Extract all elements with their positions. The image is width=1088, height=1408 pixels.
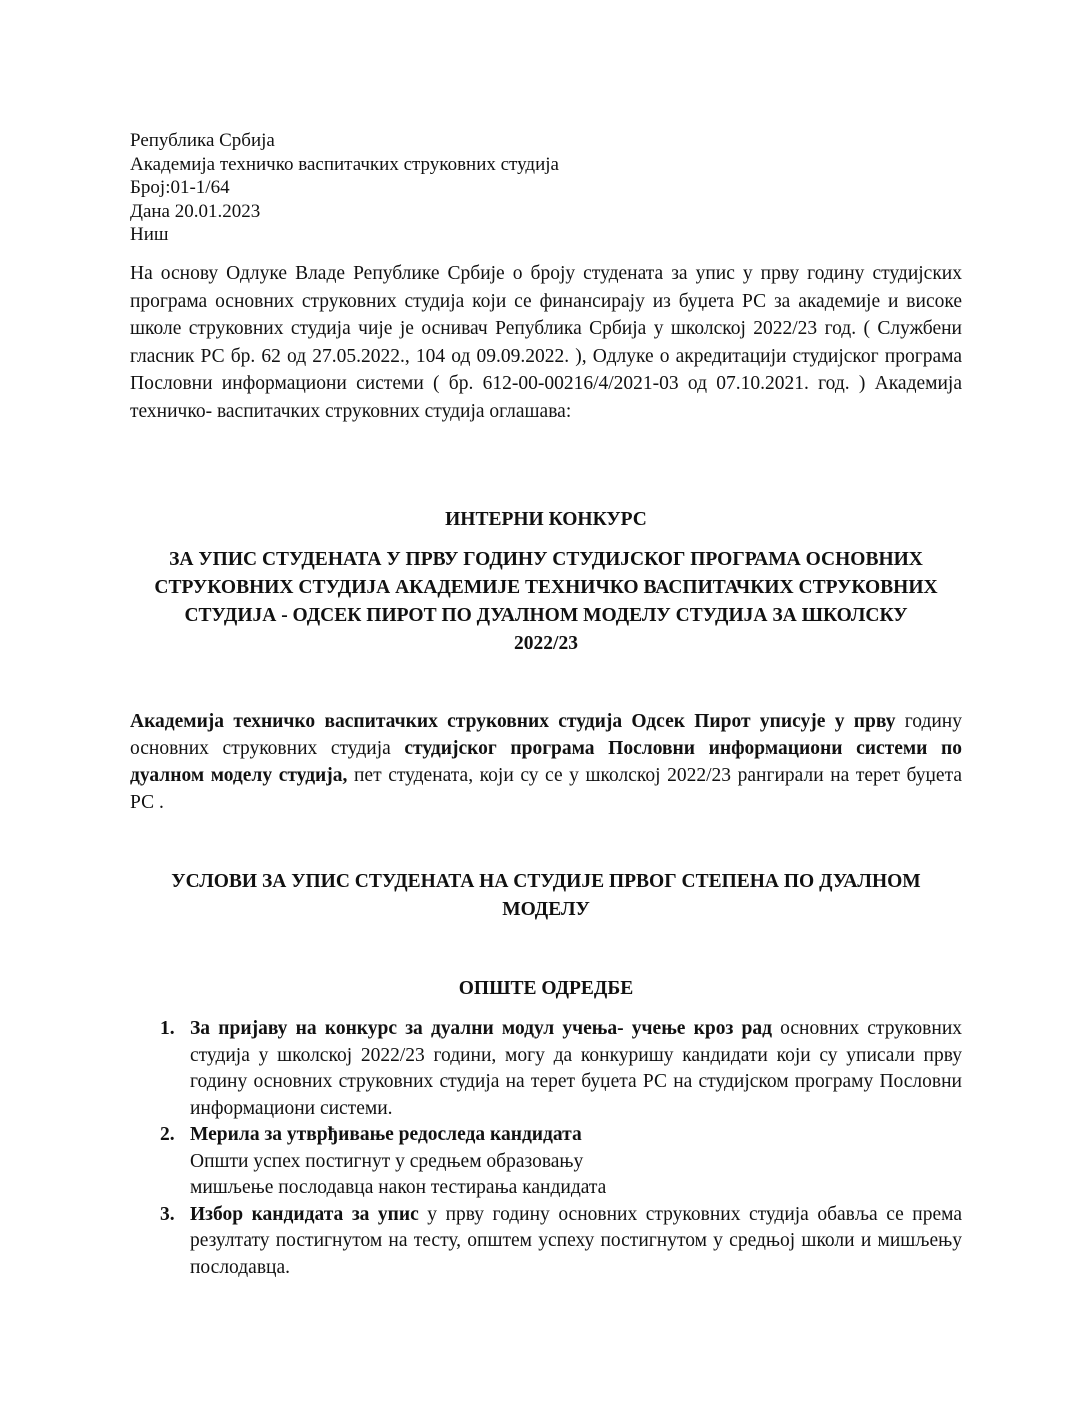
list-item-line: мишљење послодавца након тестирања кандидата [190, 1177, 607, 1198]
list-item [130, 1122, 962, 1202]
list-item-text: у прву годину основних струковних студија обавља се према резултату постигнутом на тесту, општем успеху постигнутом у средњој школи и мишљењу послодавца. [190, 1203, 962, 1278]
list-item-heading: Избор кандидата за упис [190, 1203, 419, 1225]
title-conditions: УСЛОВИ ЗА УПИС СТУДЕНАТА НА СТУДИЈЕ ПРВОГ СТЕПЕНА ПО ДУАЛНОМ МОДЕЛУ [171, 871, 921, 920]
list-number: 3. [160, 1203, 175, 1225]
list-item-text: основних струковних студија у школској 2022/23 години, могу да конкуришу кандидати који су уписали прву годину основних струковних студија на терет буџета РС на студијском програму Пословни информациони системи. [190, 1018, 962, 1119]
lead-part1: Академија техничко васпитачких струковних студија Одсек Пирот уписује у прву [130, 711, 896, 732]
header-country: Република Србија [130, 130, 275, 151]
provisions-list [130, 1016, 962, 1281]
document-header [130, 129, 559, 247]
list-item [130, 1202, 962, 1282]
title-general-provisions: ОПШТЕ ОДРЕДБЕ [458, 978, 634, 999]
list-item [130, 1016, 962, 1122]
intro-paragraph: На основу Одлуке Владе Републике Србије о броју студената за упис у прву годину студијских програма основних струковних студија који се финансирају из буџета РС за академије и високе школе струковних студија чије је оснивач Република Србија у школској 2022/23 год. ( Службени гласник РС бр. 62 од 27.05.2022., 104 од 09.09.2022. ), Одлуке о акредитацији студијског програма Пословни информациони системи ( бр. 612-00-00216/4/2021-03 од 07.10.2021. год. ) Академија техничко- васпитачких струковних студија оглашава: [130, 263, 962, 422]
list-number: 1. [160, 1018, 175, 1039]
title-enrollment: ЗА УПИС СТУДЕНАТА У ПРВУ ГОДИНУ СТУДИЈСКОГ ПРОГРАМА ОСНОВНИХ СТРУКОВНИХ СТУДИЈА АКАДЕМИЈЕ ТЕХНИЧКО ВАСПИТАЧКИХ СТРУКОВНИХ СТУДИЈА - ОДСЕК ПИРОТ ПО ДУАЛНОМ МОДЕЛУ СТУДИЈА ЗА ШКОЛСКУ 2022/23 [154, 549, 938, 654]
header-date: Дана 20.01.2023 [130, 200, 261, 222]
header-number: Број:01-1/64 [130, 177, 230, 198]
list-item-heading: За пријаву на конкурс за дуални модул учења- учење кроз рад [190, 1018, 772, 1039]
list-item-heading: Мерила за утврђивање редоследа кандидата [190, 1124, 582, 1145]
lead-part4: пет студената, који су се у школској 2022/23 рангирали на терет буџета РС . [130, 765, 962, 813]
title-internal-competition: ИНТЕРНИ КОНКУРС [445, 509, 647, 530]
header-institution: Академија техничко васпитачких струковних студија [130, 153, 559, 175]
list-item-line: Општи успех постигнут у средњем образовању [190, 1150, 584, 1172]
lead-paragraph [130, 708, 962, 816]
lead-part2: годину основних струковних студија [130, 711, 962, 759]
lead-part3: студијског програма Пословни информациони системи по дуалном моделу студија, [130, 738, 962, 786]
list-number: 2. [160, 1124, 175, 1145]
header-city: Ниш [130, 224, 169, 245]
